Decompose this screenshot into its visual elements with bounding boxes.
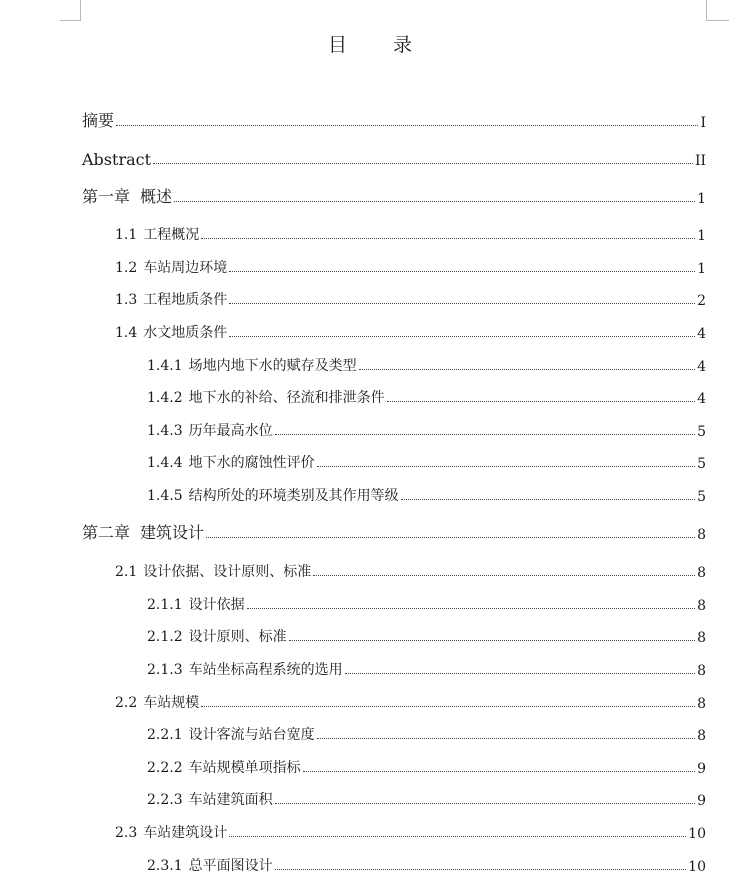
toc-entry[interactable] [115,820,706,842]
toc-entry-page: 8 [697,598,706,614]
toc-entry-label: 工程概况 [143,227,200,243]
toc-entry[interactable] [115,559,706,581]
dot-leader [303,770,695,772]
toc-entry-number: 1.4.2 [147,390,183,406]
toc-entry-page: 1 [697,191,706,207]
toc-entry[interactable] [115,287,706,309]
toc-entry-number: 2.2 [115,695,138,711]
toc-entry-page: 1 [697,261,706,277]
toc-entry-number: 1.1 [115,227,138,243]
toc-entry-page: 4 [697,326,706,342]
toc-entry-page: 8 [697,565,706,581]
toc-entry-page: 5 [697,489,706,505]
toc-entry-page: II [694,153,706,169]
toc-entry-page: 8 [697,728,706,744]
toc-entry-page: 1 [697,228,706,244]
dot-leader [275,802,695,804]
toc-entry-label: 车站坐标高程系统的选用 [188,662,343,678]
toc-entry-page: 2 [697,293,706,309]
dot-leader [317,737,695,739]
toc-entry[interactable] [115,690,706,712]
toc-entry-label: 建筑设计 [140,523,205,542]
toc-entry[interactable] [147,624,706,646]
toc-entry-label: 工程地质条件 [143,292,228,308]
toc-entry-label: 历年最高水位 [188,423,273,439]
dot-leader [275,433,695,435]
toc-entry-label: 地下水的腐蚀性评价 [188,455,315,471]
toc-entry-page: 10 [688,826,706,842]
toc-entry-label: 车站规模单项指标 [188,760,301,776]
toc-entry[interactable] [82,521,706,543]
toc-entry-label: 车站周边环境 [143,260,228,276]
dot-leader [275,868,687,870]
dot-leader [153,162,693,164]
toc-entry-page: I [700,115,706,131]
toc-entry-page: 10 [688,859,706,875]
toc-title: 目 录 [327,34,433,56]
dot-leader [345,672,695,674]
dot-leader [247,607,695,609]
toc-entry-page: 8 [697,663,706,679]
dot-leader [229,302,695,304]
dot-leader [229,270,695,272]
toc-entry-label: 地下水的补给、径流和排泄条件 [188,390,385,406]
toc-entry-number: 2.1 [115,564,138,580]
dot-leader [317,465,695,467]
toc-entry[interactable] [147,418,706,440]
toc-entry-label: Abstract [82,150,152,169]
toc-entry[interactable] [147,755,706,777]
toc-entry-number: 1.2 [115,260,138,276]
toc-entry-number: 2.1.2 [147,629,183,645]
dot-leader [201,237,695,239]
toc-entry-label: 设计客流与站台宽度 [188,727,315,743]
toc-entry-number: 1.3 [115,292,138,308]
toc-entry[interactable] [115,320,706,342]
dot-leader [116,124,698,126]
toc-entry-label: 车站建筑面积 [188,792,273,808]
toc-entry-number: 2.2.1 [147,727,183,743]
toc-entry-label: 场地内地下水的赋存及类型 [188,358,357,374]
toc-entry-label: 水文地质条件 [143,325,228,341]
dot-leader [229,835,686,837]
dot-leader [359,368,695,370]
toc-entry-page: 9 [697,793,706,809]
toc-entry-number: 2.1.1 [147,597,183,613]
toc-entry-number: 1.4 [115,325,138,341]
toc-entry-number: 1.4.3 [147,423,183,439]
toc-entry-page: 4 [697,359,706,375]
toc-entry[interactable] [147,657,706,679]
dot-leader [401,498,695,500]
toc-entry-number: 2.2.2 [147,760,183,776]
toc-entry-label: 车站规模 [143,695,200,711]
toc-entry[interactable] [147,450,706,472]
toc-entry[interactable] [147,853,706,875]
toc-entry-number: 1.4.1 [147,358,183,374]
toc-entry-page: 9 [697,761,706,777]
toc-entry[interactable] [147,722,706,744]
dot-leader [229,335,695,337]
toc-entry-label: 车站建筑设计 [143,825,228,841]
toc-entry[interactable] [82,109,706,131]
toc-entry-number: 2.3.1 [147,858,183,874]
toc-entry-page: 5 [697,456,706,472]
toc-entry-label: 概述 [140,187,173,206]
toc-entry-number: 1.4.4 [147,455,183,471]
toc-entry-label: 设计依据 [188,597,245,613]
dot-leader [174,200,695,202]
toc-entry[interactable] [147,385,706,407]
toc-entry-page: 8 [697,630,706,646]
toc-entry[interactable] [82,147,706,169]
dot-leader [206,536,695,538]
toc-entry-number: 1.4.5 [147,488,183,504]
toc-entry-number: 2.1.3 [147,662,183,678]
toc-entry[interactable] [82,185,706,207]
dot-leader [201,705,695,707]
toc-entry-label: 设计依据、设计原则、标准 [143,564,312,580]
toc-entry-page: 4 [697,391,706,407]
toc-entry[interactable] [115,222,706,244]
toc-entry-number: 2.3 [115,825,138,841]
toc-entry-label: 结构所处的环境类别及其作用等级 [188,488,399,504]
toc-entry[interactable] [147,353,706,375]
toc-entry-page: 5 [697,424,706,440]
dot-leader [313,574,695,576]
toc-entry[interactable] [147,787,706,809]
toc-entry[interactable] [115,255,706,277]
toc-entry-number: 第二章 [82,523,131,542]
toc-entry-label: 设计原则、标准 [188,629,287,645]
toc-entry-label: 摘要 [82,111,115,130]
toc-entry-label: 总平面图设计 [188,858,273,874]
dot-leader [387,400,695,402]
toc-entry[interactable] [147,592,706,614]
toc-entry-page: 8 [697,527,706,543]
toc-entry[interactable] [147,483,706,505]
toc-entry-page: 8 [697,696,706,712]
dot-leader [289,639,695,641]
toc-entry-number: 2.2.3 [147,792,183,808]
toc-entry-number: 第一章 [82,187,131,206]
